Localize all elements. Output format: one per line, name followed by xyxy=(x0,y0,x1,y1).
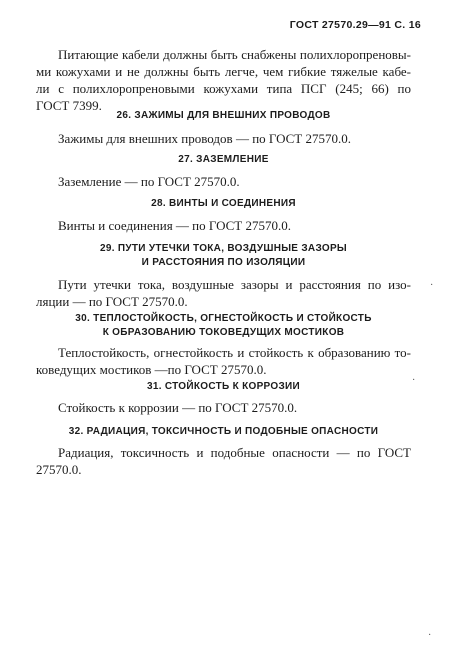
section-text-31: Стойкость к коррозии — по ГОСТ 27570.0. xyxy=(58,400,298,415)
intro-line: ли с полихлоропреновыми кожухами типа ПСГ (245; 66) по xyxy=(36,81,411,96)
section-text-26: Зажимы для внешних проводов — по ГОСТ 27570.0. xyxy=(58,131,351,146)
section-text-30: Теплостойкость, огнестойкость и стойкость к образованию то- коведущих мостиков —по ГОСТ 27570.0. xyxy=(36,345,411,377)
section-text-29: Пути утечки тока, воздушные зазоры и расстояния по изо- ляции — по ГОСТ 27570.0. xyxy=(36,277,411,309)
scan-speck: · xyxy=(430,280,434,291)
section-text-32: Радиация, токсичность и подобные опасности — по ГОСТ 27570.0. xyxy=(36,445,411,477)
section-heading-30: 30. ТЕПЛОСТОЙКОСТЬ, ОГНЕСТОЙКОСТЬ И СТОЙКОСТЬ К ОБРАЗОВАНИЮ ТОКОВЕДУЩИХ МОСТИКОВ xyxy=(75,313,372,338)
intro-paragraph xyxy=(36,46,411,114)
intro-line: Питающие кабели должны быть снабжены полихлоропреновы- xyxy=(58,47,411,62)
section-text-28: Винты и соединения — по ГОСТ 27570.0. xyxy=(58,218,291,233)
page-header: ГОСТ 27570.29—91 С. 16 xyxy=(289,19,421,31)
section-heading-27: 27. ЗАЗЕМЛЕНИЕ xyxy=(178,154,269,165)
section-heading-29: 29. ПУТИ УТЕЧКИ ТОКА, ВОЗДУШНЫЕ ЗАЗОРЫ И РАССТОЯНИЯ ПО ИЗОЛЯЦИИ xyxy=(99,243,348,268)
section-heading-32: 32. РАДИАЦИЯ, ТОКСИЧНОСТЬ И ПОДОБНЫЕ ОПАСНОСТИ xyxy=(68,426,379,437)
section-heading-28: 28. ВИНТЫ И СОЕДИНЕНИЯ xyxy=(151,198,296,209)
section-text-27: Заземление — по ГОСТ 27570.0. xyxy=(58,174,240,189)
intro-line: ми кожухами и не должны быть легче, чем гибкие тяжелые кабе- xyxy=(36,64,411,79)
section-heading-26: 26. ЗАЖИМЫ ДЛЯ ВНЕШНИХ ПРОВОДОВ xyxy=(116,110,331,121)
scan-speck: · xyxy=(428,630,432,641)
intro-line: ГОСТ 7399. xyxy=(36,98,102,113)
scan-speck: · xyxy=(412,375,416,386)
section-heading-31: 31. СТОЙКОСТЬ К КОРРОЗИИ xyxy=(147,381,300,392)
